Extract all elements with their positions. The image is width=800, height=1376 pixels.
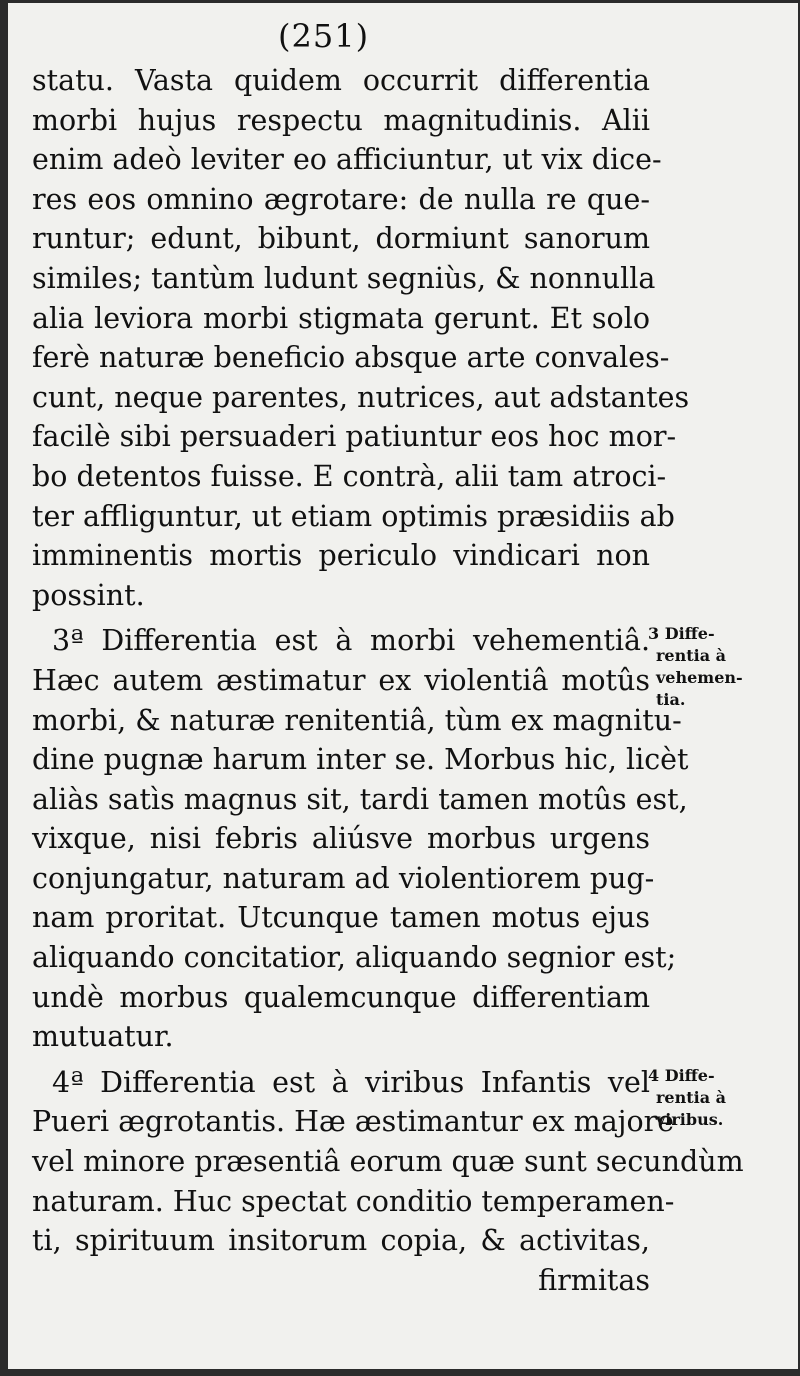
text-line: runtur; edunt, bibunt, dormiunt sanorum bbox=[32, 222, 650, 256]
text-line: possint. bbox=[32, 578, 145, 612]
margin-note-viribus bbox=[648, 1065, 726, 1131]
text-line: mutuatur. bbox=[32, 1020, 174, 1054]
page-number: (251) bbox=[278, 17, 370, 55]
text-line: similes; tantùm ludunt segniùs, & nonnulla bbox=[32, 261, 656, 295]
text-line: enim adeò leviter eo afficiuntur, ut vix dice- bbox=[32, 143, 662, 177]
text-line: ter affliguntur, ut etiam optimis præsidiis ab bbox=[32, 499, 675, 533]
margin-note-line: 3 Diffe- bbox=[648, 624, 715, 643]
text-line: aliquando concitatior, aliquando segnior est; bbox=[32, 941, 677, 975]
text-line: nam proritat. Utcunque tamen motus ejus bbox=[32, 901, 650, 935]
text-line: imminentis mortis periculo vindicari non bbox=[32, 539, 650, 573]
text-line: Hæc autem æstimatur ex violentiâ motûs bbox=[32, 663, 650, 697]
text-line: alia leviora morbi stigmata gerunt. Et solo bbox=[32, 301, 650, 335]
catchword: firmitas bbox=[538, 1263, 650, 1297]
margin-note-line: rentia à bbox=[656, 1088, 727, 1107]
book-page bbox=[8, 3, 798, 1369]
text-line: Pueri ægrotantis. Hæ æstimantur ex majore bbox=[32, 1105, 675, 1139]
text-line: facilè sibi persuaderi patiuntur eos hoc mor- bbox=[32, 420, 677, 454]
margin-note-vehementia bbox=[648, 623, 743, 711]
text-line: aliàs satìs magnus sit, tardi tamen motûs est, bbox=[32, 782, 688, 816]
text-line: 4ª Differentia est à viribus Infantis vel bbox=[52, 1065, 650, 1099]
margin-note-line: tia. bbox=[656, 690, 686, 709]
text-line: morbi hujus respectu magnitudinis. Alii bbox=[32, 103, 650, 137]
text-line: naturam. Huc spectat conditio temperamen- bbox=[32, 1184, 675, 1218]
text-line: ti, spirituum insitorum copia, & activitas, bbox=[32, 1224, 650, 1258]
text-line: dine pugnæ harum inter se. Morbus hic, licèt bbox=[32, 743, 689, 777]
text-line: statu. Vasta quidem occurrit differentia bbox=[32, 64, 650, 97]
text-line: conjungatur, naturam ad violentiorem pug- bbox=[32, 861, 655, 895]
text-line: vel minore præsentiâ eorum quæ sunt secundùm bbox=[32, 1145, 744, 1179]
text-line: vixque, nisi febris aliúsve morbus urgens bbox=[32, 822, 650, 856]
text-line: 3ª Differentia est à morbi vehementiâ. bbox=[52, 624, 650, 658]
text-line: cunt, neque parentes, nutrices, aut adstantes bbox=[32, 380, 690, 414]
margin-note-line: vehemen- bbox=[656, 668, 743, 687]
text-line: ferè naturæ beneficio absque arte convales- bbox=[32, 341, 670, 375]
text-line: bo detentos fuisse. E contrà, alii tam atroci- bbox=[32, 459, 667, 493]
margin-note-line: 4 Diffe- bbox=[648, 1066, 715, 1085]
margin-note-line: rentia à bbox=[656, 646, 727, 665]
text-line: morbi, & naturæ renitentiâ, tùm ex magnitu- bbox=[32, 703, 682, 737]
text-line: res eos omnino ægrotare: de nulla re que- bbox=[32, 182, 650, 216]
margin-note-line: viribus. bbox=[656, 1110, 724, 1129]
text-line: undè morbus qualemcunque differentiam bbox=[32, 980, 650, 1014]
